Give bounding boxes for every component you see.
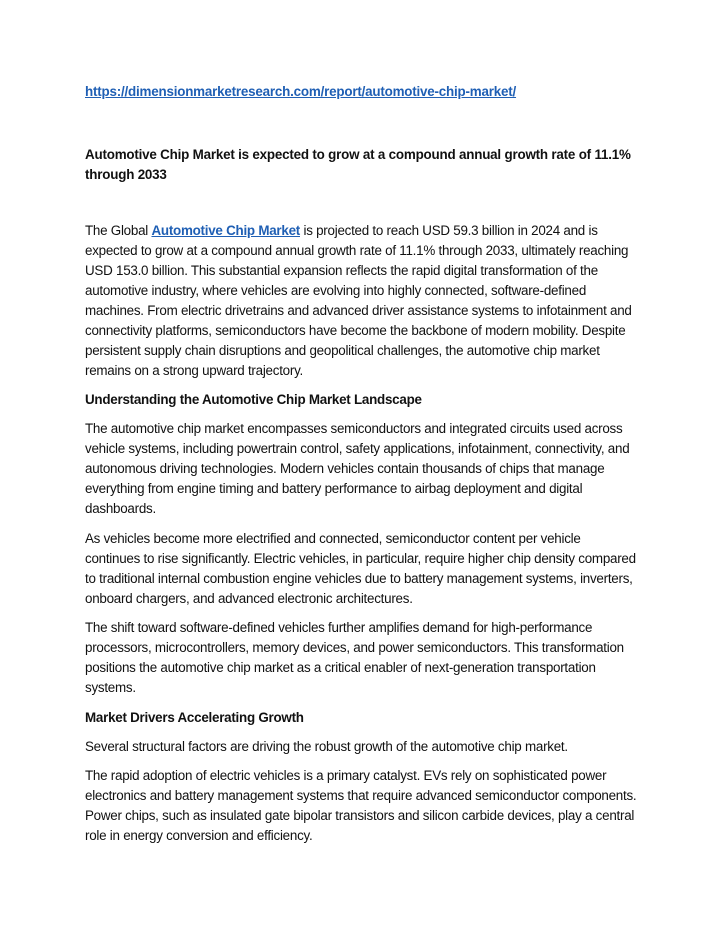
- intro-paragraph: [85, 221, 637, 381]
- drivers-paragraph-1: Several structural factors are driving the robust growth of the automotive chip market.: [85, 739, 568, 754]
- intro-prefix: The Global: [85, 223, 152, 238]
- automotive-chip-market-link[interactable]: Automotive Chip Market: [151, 223, 300, 238]
- document-title: Automotive Chip Market is expected to grow at a compound annual growth rate of 11.1% through 2033: [85, 147, 631, 182]
- intro-body: is projected to reach USD 59.3 billion in 2024 and is expected to grow at a compound annual growth rate of 11.1% through 2033, ultimately reaching USD 153.0 billion. This substantial expansion reflects the rapid digital transformation of the automotive industry, where vehicles are evolving into highly connected, software-defined machines. From electric drivetrains and advanced driver assistance systems to infotainment and connectivity platforms, semiconductors have become the backbone of modern mobility. Despite persistent supply chain disruptions and geopolitical challenges, the automotive chip market remains on a strong upward trajectory.: [85, 223, 632, 378]
- landscape-paragraph-3: The shift toward software-defined vehicles further amplifies demand for high-performance processors, microcontrollers, memory devices, and power semiconductors. This transformation positions the automotive chip market as a critical enabler of next-generation transportation systems.: [85, 620, 624, 695]
- drivers-paragraph-2: The rapid adoption of electric vehicles is a primary catalyst. EVs rely on sophisticated power electronics and battery management systems that require advanced semiconductor components. Power chips, such as insulated gate bipolar transistors and silicon carbide devices, play a central role in energy conversion and efficiency.: [85, 768, 637, 843]
- section-heading-landscape: Understanding the Automotive Chip Market Landscape: [85, 392, 422, 407]
- section-heading-drivers: Market Drivers Accelerating Growth: [85, 710, 304, 725]
- source-url-link[interactable]: https://dimensionmarketresearch.com/report/automotive-chip-market/: [85, 84, 517, 99]
- landscape-paragraph-1: The automotive chip market encompasses semiconductors and integrated circuits used across vehicle systems, including powertrain control, safety applications, infotainment, connectivity, and autonomous driving technologies. Modern vehicles contain thousands of chips that manage everything from engine timing and battery performance to airbag deployment and digital dashboards.: [85, 421, 630, 516]
- landscape-paragraph-2: As vehicles become more electrified and connected, semiconductor content per vehicle continues to rise significantly. Electric vehicles, in particular, require higher chip density compared to traditional internal combustion engine vehicles due to battery management systems, inverters, onboard chargers, and advanced electronic architectures.: [85, 531, 636, 606]
